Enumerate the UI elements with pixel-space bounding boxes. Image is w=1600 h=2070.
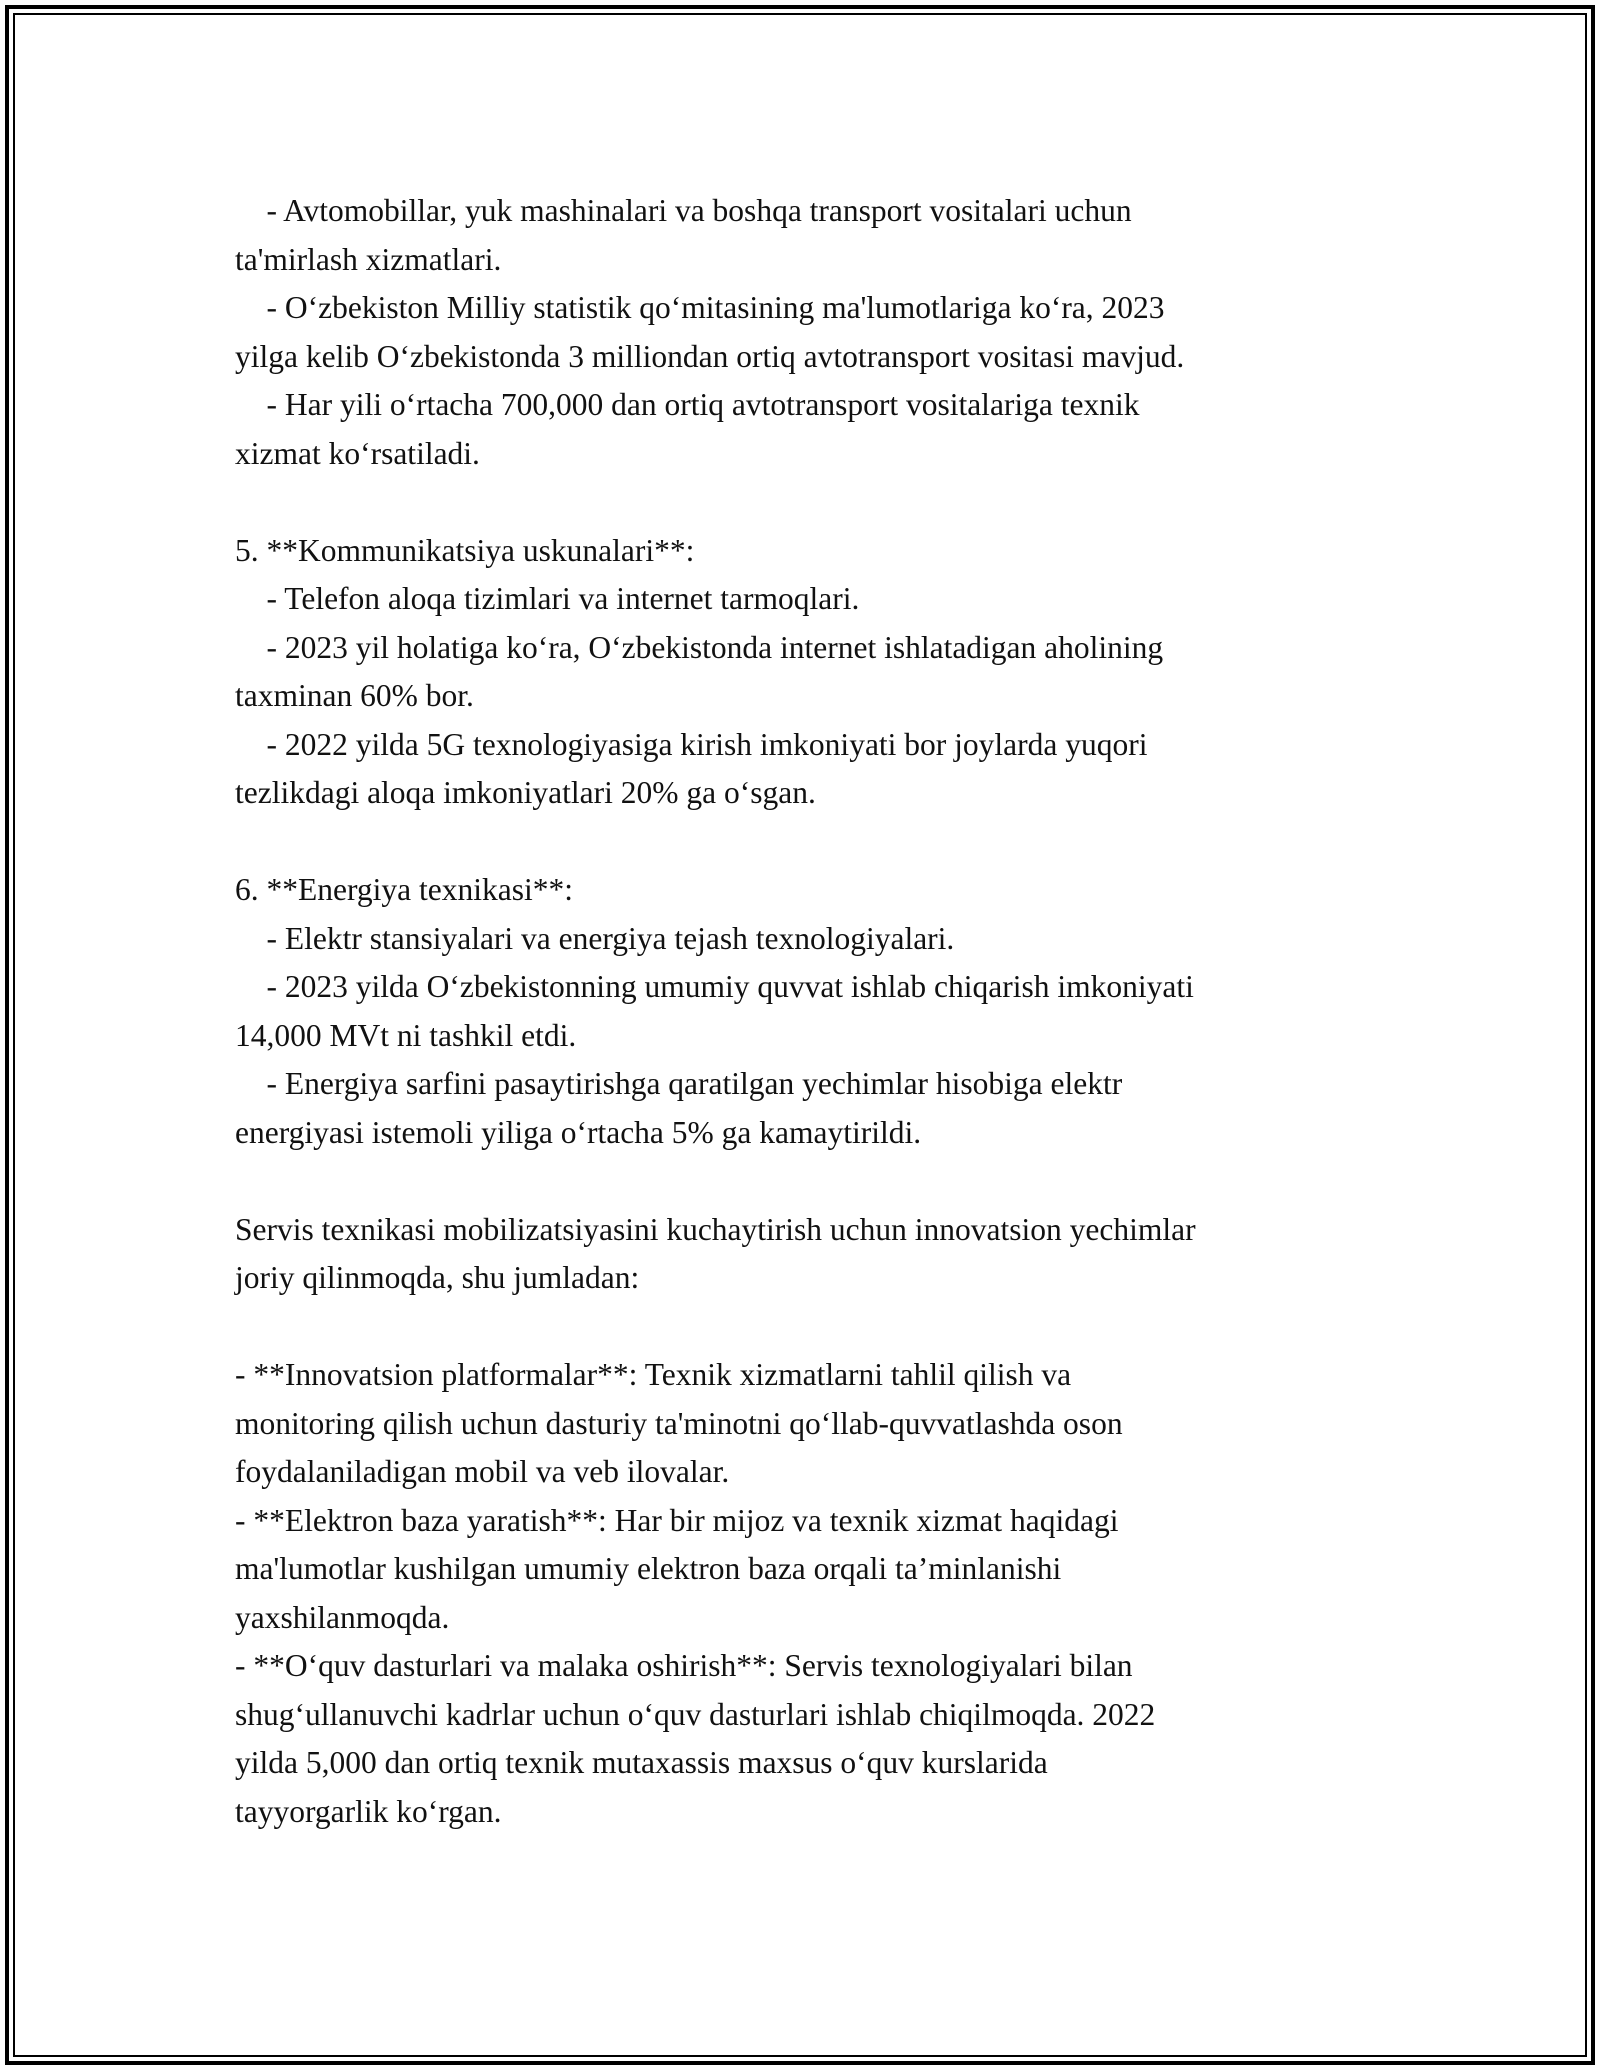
- blank-line: [235, 818, 1365, 867]
- list-item-line: shug‘ullanuvchi kadrlar uchun o‘quv dasturlari ishlab chiqilmoqda. 2022: [235, 1696, 1156, 1732]
- list-item-line: monitoring qilish uchun dasturiy ta'minotni qo‘llab-quvvatlashda oson: [235, 1405, 1123, 1441]
- text-line: taxminan 60% bor.: [235, 678, 474, 713]
- paragraph-line: joriy qilinmoqda, shu jumladan:: [235, 1260, 640, 1295]
- list-item-line: - **Elektron baza yaratish**: Har bir mijoz va texnik xizmat haqidagi: [235, 1502, 1119, 1538]
- text-line: yilga kelib O‘zbekistonda 3 milliondan ortiq avtotransport vositasi mavjud.: [235, 338, 1185, 374]
- text-line: - 2023 yil holatiga ko‘ra, O‘zbekistonda internet ishlatadigan aholining: [235, 629, 1164, 665]
- section-heading: 5. **Kommunikatsiya uskunalari**:: [235, 532, 695, 568]
- blank-line: [235, 478, 1365, 527]
- text-line: - Energiya sarfini pasaytirishga qaratilgan yechimlar hisobiga elektr: [235, 1066, 1123, 1101]
- text-line: - 2022 yilda 5G texnologiyasiga kirish imkoniyati bor joylarda yuqori: [235, 726, 1148, 762]
- list-item-line: yilda 5,000 dan ortiq texnik mutaxassis maxsus o‘quv kurslarida: [235, 1745, 1048, 1780]
- text-line: xizmat ko‘rsatiladi.: [235, 435, 480, 471]
- list-item-line: foydalaniladigan mobil va veb ilovalar.: [235, 1454, 730, 1489]
- section-heading: 6. **Energiya texnikasi**:: [235, 872, 573, 907]
- text-line: - O‘zbekiston Milliy statistik qo‘mitasining ma'lumotlariga ko‘ra, 2023: [235, 290, 1165, 325]
- text-line: - Avtomobillar, yuk mashinalari va boshqa transport vositalari uchun: [235, 193, 1132, 228]
- blank-line: [235, 1303, 1365, 1352]
- text-line: - Elektr stansiyalari va energiya tejash texnologiyalari.: [235, 920, 955, 956]
- list-item-line: ma'lumotlar kushilgan umumiy elektron baza orqali ta’minlanishi: [235, 1551, 1062, 1586]
- list-item-line: - **Innovatsion platformalar**: Texnik xizmatlarni tahlil qilish va: [235, 1357, 1072, 1392]
- list-item-line: tayyorgarlik ko‘rgan.: [235, 1793, 502, 1829]
- text-line: - Har yili o‘rtacha 700,000 dan ortiq avtotransport vositalariga texnik: [235, 387, 1140, 422]
- text-line: ta'mirlash xizmatlari.: [235, 241, 502, 277]
- paragraph-line: Servis texnikasi mobilizatsiyasini kuchaytirish uchun innovatsion yechimlar: [235, 1211, 1196, 1247]
- text-line: energiyasi istemoli yiliga o‘rtacha 5% ga kamaytirildi.: [235, 1114, 922, 1150]
- list-item-line: - **O‘quv dasturlari va malaka oshirish**: Servis texnologiyalari bilan: [235, 1648, 1133, 1683]
- list-item-line: yaxshilanmoqda.: [235, 1599, 450, 1635]
- text-line: - Telefon aloqa tizimlari va internet tarmoqlari.: [235, 581, 860, 616]
- document-body: [235, 187, 1365, 1836]
- text-line: - 2023 yilda O‘zbekistonning umumiy quvvat ishlab chiqarish imkoniyati: [235, 969, 1194, 1004]
- text-line: tezlikdagi aloqa imkoniyatlari 20% ga o‘sgan.: [235, 775, 816, 810]
- text-line: 14,000 MVt ni tashkil etdi.: [235, 1017, 577, 1053]
- blank-line: [235, 1157, 1365, 1206]
